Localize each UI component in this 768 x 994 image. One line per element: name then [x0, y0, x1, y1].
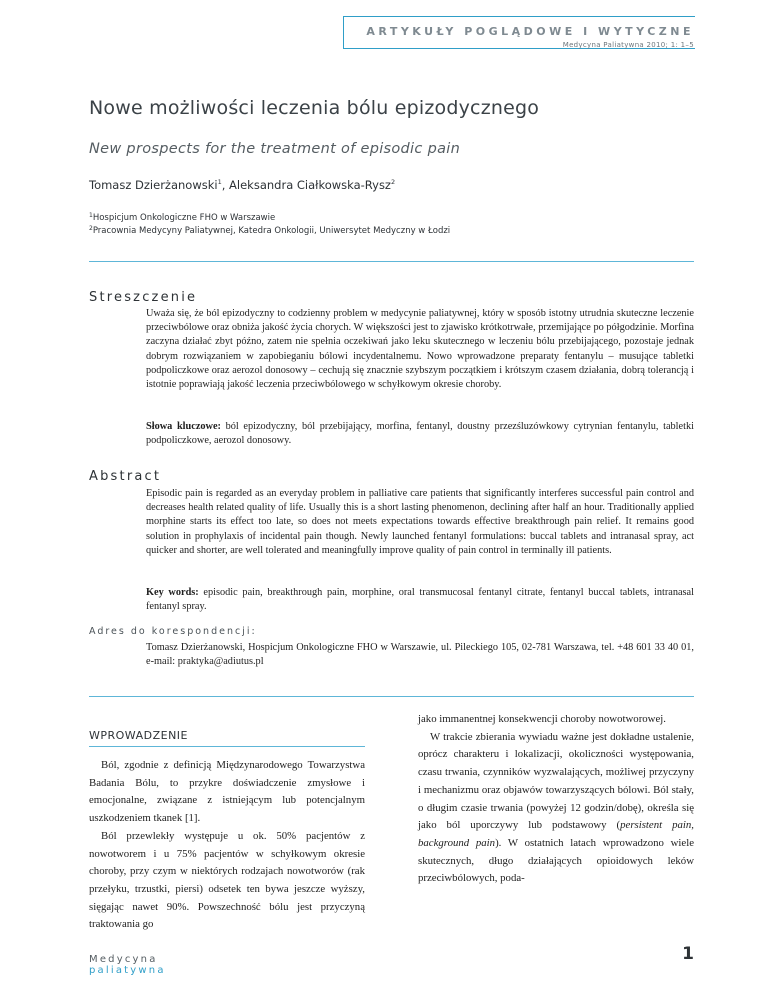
author-name: Tomasz Dzierżanowski: [89, 178, 218, 192]
affiliation-text: Hospicjum Onkologiczne FHO w Warszawie: [92, 213, 276, 223]
abstract-keywords: [146, 586, 694, 614]
streszczenie-keywords: [146, 420, 694, 448]
intro-heading: WPROWADZENIE: [89, 729, 365, 747]
body-paragraph: jako immanentnej konsekwencji choroby nowotworowej.: [418, 713, 666, 725]
affiliation-mark: 2: [89, 225, 93, 232]
journal-reference: Medycyna Paliatywna 2010; 1: 1–5: [562, 41, 694, 49]
article-subtitle: New prospects for the treatment of episodic pain: [89, 141, 461, 157]
article-title: Nowe możliwości leczenia bólu epizodycznego: [89, 97, 540, 119]
correspondence-heading: Adres do korespondencji:: [89, 626, 257, 637]
author-name: Aleksandra Ciałkowska-Rysz: [229, 178, 391, 192]
affiliation-text: Pracownia Medycyny Paliatywnej, Katedra Onkologii, Uniwersytet Medyczny w Łodzi: [92, 226, 451, 236]
logo-line: paliatywna: [89, 965, 166, 976]
author-separator: ,: [221, 178, 230, 192]
divider: [89, 696, 694, 697]
body-column-left: [89, 757, 365, 934]
keywords-label: Słowa kluczowe:: [146, 421, 221, 432]
keywords-label: Key words:: [146, 587, 199, 598]
body-paragraph: Ból, zgodnie z definicją Międzynarodowego Towarzystwa Badania Bólu, to przykre doświadczenie zmysłowe i emocjonalne, związane z istniejącym lub potencjalnym uszkodzeniem tkanek [1].: [89, 759, 365, 825]
keywords-list: episodic pain, breakthrough pain, morphine, oral transmucosal fentanyl citrate, fentanyl buccal tablets, intranasal fentanyl spray.: [146, 587, 694, 613]
abstract-text: Episodic pain is regarded as an everyday problem in palliative care patients that significantly interferes successful pain control and decreases health related quality of life. Usually this is a short lasting phenomenon, declining after half an hour. Traditionally applied morphine starts its effect too late, so does not meets expectations towards effective breakthrough pain relief. It remains good solution in prophylaxis of incidental pain though. Newly launched fentanyl formulations: buccal tablets and intranasal spray, act quicker and shorter, are well tolerated and meaningfully improve quality of pain control in terminally ill patients.: [146, 488, 694, 556]
affiliation-mark: 1: [89, 212, 93, 219]
logo-line: Medycyna: [89, 954, 158, 965]
body-italic-text: persistent pain, background pain: [418, 819, 694, 849]
body-column-right: [418, 711, 694, 888]
journal-logo: [89, 954, 166, 976]
streszczenie-heading: Streszczenie: [89, 290, 198, 305]
streszczenie-text: Uważa się, że ból epizodyczny to codzienny problem w medycynie paliatywnej, który w sposób istotny utrudnia skuteczne leczenie przeciwbólowe oraz obniża jakość życia chorych. W większości jest to zjawisko krótkotrwałe, przemijające po półgodzinie. Morfina zaczyna działać zbyt późno, zatem nie spełnia oczekiwań jako leku skutecznego w leczeniu bólu przebijającego, pozostaje jednak dobrym rozwiązaniem w zapobieganiu bólowi incydentalnemu. Nowo wprowadzone preparaty fentanylu – musujące tabletki podpoliczkowe oraz aerozol donosowy – cechują się znacznie szybszym początkiem i krótszym czasem działania, dobrą tolerancją i istotnie poprawiają jakość leczenia przeciwbólowego w schyłkowym okresie choroby.: [146, 308, 694, 391]
affiliation: [89, 212, 709, 223]
affiliation: [89, 225, 709, 236]
page-number: 1: [682, 944, 694, 964]
body-text: ). W ostatnich latach wprowadzono wiele skutecznych, długo działających opioidowych leków przeciwbólowych, poda-: [418, 836, 694, 885]
author-affiliation-mark: 2: [390, 178, 396, 186]
correspondence-text: Tomasz Dzierżanowski, Hospicjum Onkologiczne FHO w Warszawie, ul. Pileckiego 105, 02-781 Warszawa, tel. +48 601 33 40 01, e-mail: praktyka@adiutus.pl: [146, 642, 694, 668]
section-label: ARTYKUŁY POGLĄDOWE I WYTYCZNE: [366, 25, 694, 38]
author-affiliation-mark: 1: [217, 178, 222, 186]
body-paragraph: [418, 729, 694, 888]
authors: [89, 178, 709, 192]
abstract-heading: Abstract: [89, 469, 162, 484]
keywords-list: ból epizodyczny, ból przebijający, morfina, fentanyl, doustny przezśluzówkowy cytrynian fentanylu, tabletki podpoliczkowe, aerozol donosowy.: [146, 421, 694, 447]
body-paragraph: Ból przewlekły występuje u ok. 50% pacjentów z nowotworem i u 75% pacjentów w schyłkowym okresie choroby, przy czym w niektórych rodzajach nowotworów (rak przełyku, trzustki, piersi) odsetek ten bywa jeszcze wyższy, sięgając nawet 90%. Powszechność bólu jest przyczyną traktowania go: [89, 829, 365, 931]
body-text: W trakcie zbierania wywiadu ważne jest dokładne ustalenie, oprócz charakteru i lokalizacji, okoliczności występowania, czasu trwania, czynników wyzwalających, możliwej przyczyny i mechanizmu oraz objawów towarzyszących bólowi. Ból stały, o długim czasie trwania (powyżej 12 godzin/dobę), określa się jako ból uporczywy lub podstawowy (: [418, 730, 694, 832]
divider: [89, 261, 694, 262]
